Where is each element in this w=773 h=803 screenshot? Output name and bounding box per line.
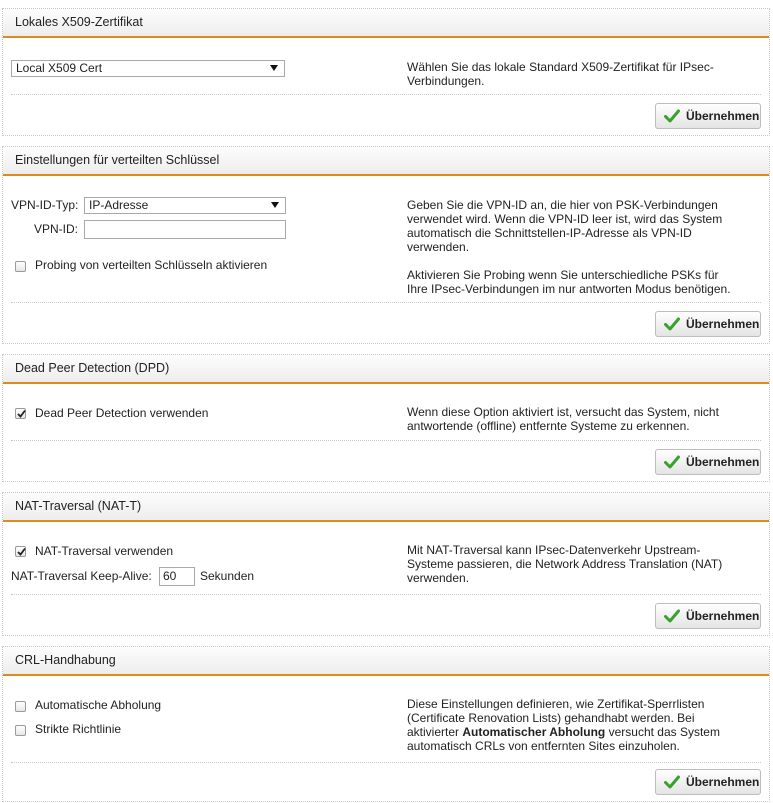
divider — [11, 440, 761, 441]
vpn-id-type-label: VPN-ID-Typ: — [11, 198, 79, 212]
panel-title: NAT-Traversal (NAT-T) — [3, 493, 769, 522]
checkmark-icon — [664, 108, 680, 124]
help-paragraph — [407, 697, 737, 753]
vpn-id-type-select-value: IP-Adresse — [89, 198, 149, 212]
panel-local-x509 — [2, 8, 770, 136]
vpn-id-input[interactable] — [84, 220, 286, 239]
divider — [11, 94, 761, 95]
vpn-id-label: VPN-ID: — [34, 222, 79, 236]
help-text — [407, 543, 737, 585]
help-text — [407, 198, 737, 296]
chevron-down-icon — [271, 202, 279, 208]
nat-t-label: NAT-Traversal verwenden — [35, 544, 174, 558]
panel-title: Dead Peer Detection (DPD) — [3, 355, 769, 384]
local-cert-select[interactable] — [11, 60, 285, 77]
help-text-post: versucht das System automatisch CRLs von entfernten Sites einzuholen. — [407, 725, 720, 753]
auto-fetch-label: Automatische Abholung — [35, 698, 162, 712]
help-paragraph: Wählen Sie das lokale Standard X509-Zertifikat für IPsec-Verbindungen. — [407, 60, 714, 88]
keepalive-input[interactable]: 60 — [159, 567, 195, 586]
apply-button-label: Übernehmen — [686, 455, 760, 469]
keepalive-unit: Sekunden — [200, 569, 255, 583]
panel-dpd — [2, 354, 770, 482]
panel-crl — [2, 646, 770, 802]
help-text-bold: Automatischer Abholung — [462, 725, 606, 739]
help-paragraph: Wenn diese Option aktiviert ist, versucht das System, nicht antwortende (offline) entfernte Systeme zu erkennen. — [407, 405, 719, 433]
probing-label: Probing von verteilten Schlüsseln aktivieren — [35, 258, 268, 272]
divider — [11, 302, 761, 303]
local-cert-select-value: Local X509 Cert — [16, 61, 103, 75]
apply-button-label: Übernehmen — [686, 775, 760, 789]
apply-button[interactable] — [655, 103, 761, 129]
checkmark-icon — [664, 608, 680, 624]
keepalive-label: NAT-Traversal Keep-Alive: — [11, 569, 152, 583]
probing-checkbox[interactable] — [15, 261, 26, 272]
chevron-down-icon — [270, 65, 278, 71]
checkmark-icon — [664, 454, 680, 470]
apply-button[interactable] — [655, 449, 761, 475]
help-text — [407, 60, 737, 88]
checkmark-icon — [16, 408, 27, 419]
help-paragraph: Aktivieren Sie Probing wenn Sie unterschiedliche PSKs für Ihre IPsec-Verbindungen im nur antworten Modus benötigen. — [407, 268, 731, 296]
checkmark-icon — [16, 546, 27, 557]
panel-title: CRL-Handhabung — [3, 647, 769, 676]
strict-policy-label: Strikte Richtlinie — [35, 722, 122, 736]
help-paragraph: Geben Sie die VPN-ID an, die hier von PSK-Verbindungen verwendet wird. Wenn die VPN-ID leer ist, wird das System automatisch die Schnittstellen-IP-Adresse als VPN-ID verwenden. — [407, 198, 723, 254]
dpd-checkbox[interactable] — [15, 408, 26, 419]
auto-fetch-checkbox[interactable] — [15, 701, 26, 712]
divider — [11, 762, 761, 763]
panel-title: Lokales X509-Zertifikat — [3, 9, 769, 38]
apply-button[interactable] — [655, 311, 761, 337]
strict-policy-checkbox[interactable] — [15, 725, 26, 736]
apply-button[interactable] — [655, 769, 761, 795]
checkmark-icon — [664, 316, 680, 332]
panel-nat-t — [2, 492, 770, 636]
divider — [11, 594, 761, 595]
dpd-label: Dead Peer Detection verwenden — [35, 406, 209, 420]
vpn-id-type-select[interactable] — [84, 197, 286, 214]
help-text — [407, 697, 737, 753]
apply-button[interactable] — [655, 603, 761, 629]
help-paragraph: Mit NAT-Traversal kann IPsec-Datenverkehr Upstream-Systeme passieren, die Network Address Translation (NAT) verwenden. — [407, 543, 723, 585]
help-text — [407, 405, 737, 433]
help-text-pre: Diese Einstellungen definieren, wie Zertifikat-Sperrlisten (Certificate Renovation Lists) gehandhabt werden. Bei aktivierter — [407, 697, 705, 739]
nat-t-checkbox[interactable] — [15, 546, 26, 557]
apply-button-label: Übernehmen — [686, 109, 760, 123]
panel-title: Einstellungen für verteilten Schlüssel — [3, 147, 769, 176]
checkmark-icon — [664, 774, 680, 790]
panel-psk — [2, 146, 770, 344]
apply-button-label: Übernehmen — [686, 609, 760, 623]
apply-button-label: Übernehmen — [686, 317, 760, 331]
